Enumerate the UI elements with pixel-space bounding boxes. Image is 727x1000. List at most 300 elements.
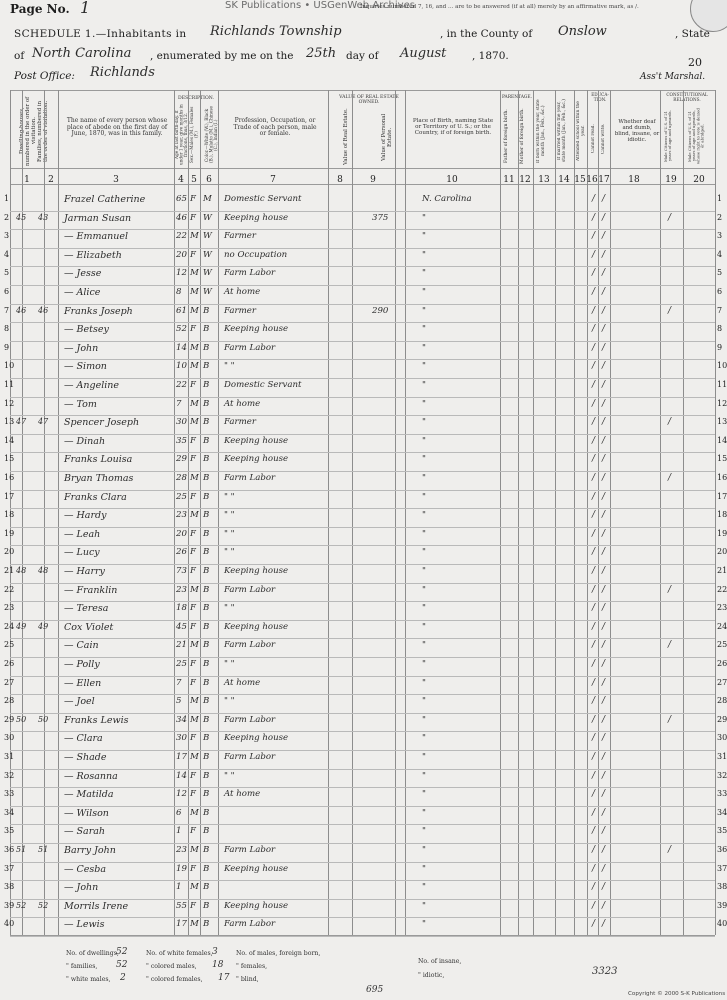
cannot-write-mark: / [602,900,606,911]
cannot-write-mark: / [602,212,606,223]
row-number-left: 21 [4,566,15,575]
row-number-left: 2 [4,212,10,222]
column-number: 2 [48,175,54,185]
occupation: Keeping house [224,900,289,911]
row-number-left: 5 [4,268,10,278]
cannot-write-mark: / [602,454,606,465]
row-number-left: 17 [4,491,15,501]
cannot-write-mark: / [602,882,606,893]
color: B [203,696,210,707]
cannot-write-mark: / [602,640,606,651]
column-number: 17 [598,175,610,185]
row-line [10,248,715,249]
color: B [203,491,210,502]
age: 5 [176,696,182,707]
of-label: of [14,50,25,62]
column-number: 11 [503,175,515,185]
row-number-left: 35 [4,826,15,836]
row-number-left: 10 [4,361,15,371]
person-name: — Clara [64,733,103,745]
row-number-left: 1 [4,194,10,203]
birthplace: N. Carolina [422,194,472,204]
family-number: 43 [38,212,49,222]
row-number-right: 11 [717,380,727,389]
enumerated-label: , enumerated by me on the [150,50,294,62]
cannot-read-mark: / [592,398,596,409]
sex: F [190,863,196,874]
column-number: 19 [665,175,677,185]
family-number: 47 [38,417,49,427]
person-name: Barry John [64,845,116,856]
row-number-left: 13 [4,417,15,427]
header-father-foreign: Father of foreign birth. [504,109,509,163]
cannot-read-mark: / [592,659,596,669]
column-number: 16 [586,175,598,185]
cannot-read-mark: / [592,417,596,428]
row-number-left: 32 [4,770,15,780]
color: B [203,435,210,446]
row-number-left: 18 [4,510,15,520]
cannot-read-mark: / [592,454,596,465]
footer-insane-label: No. of insane, [418,958,462,965]
cannot-read-mark: / [592,194,596,204]
cannot-read-mark: / [592,528,596,539]
occupation: " " [224,361,235,372]
footer-margin-tally: 3323 [592,966,618,977]
sex: M [190,473,199,483]
person-name: — Alice [64,287,101,298]
row-number-left: 24 [4,621,15,631]
sex: F [190,621,196,632]
header-cannot-write: Cannot write. [601,123,606,155]
sex: M [190,287,199,297]
row-number-right: 22 [717,584,727,594]
occupation: Farmer [224,305,256,316]
occupation: " " [224,659,235,669]
birthplace: " [422,361,426,372]
footer-white-males-label: " white males, [66,976,111,983]
occupation: Farm Labor [224,473,276,483]
row-line [10,434,715,435]
header-real-estate: Value of Real Estate. [343,108,349,166]
sheet-number: 20 [688,56,702,69]
row-number-left: 11 [4,380,15,389]
cannot-write-mark: / [602,547,606,558]
sex: M [190,882,199,893]
person-name: — Joel [64,696,95,708]
page-number-value: 1 [80,0,91,17]
sex: M [190,640,199,651]
citizen-mark: / [668,212,672,223]
citizen-mark: / [668,473,672,483]
row-number-right: 12 [717,398,727,408]
citizen-mark: / [668,714,672,725]
dwelling-number: 46 [16,305,27,315]
occupation: Keeping house [224,733,289,744]
row-number-right: 17 [717,491,727,501]
age: 28 [176,473,187,483]
cannot-read-mark: / [592,249,596,260]
age: 14 [176,770,187,781]
row-line [10,583,715,584]
color: B [203,733,210,744]
color: B [203,789,210,800]
family-number: 48 [38,566,49,575]
person-name: — Lewis [64,919,105,931]
row-line [10,564,715,565]
cannot-read-mark: / [592,361,596,372]
personal-estate-value: 375 [372,212,389,223]
color: B [203,380,210,390]
birthplace: " [422,770,426,781]
occupation: Farm Labor [224,640,276,651]
birthplace: " [422,398,426,409]
age: 12 [176,268,187,279]
cannot-write-mark: / [602,566,606,576]
sex: F [190,826,196,837]
column-number: 10 [446,175,458,185]
cannot-read-mark: / [592,491,596,502]
row-number-left: 33 [4,789,15,799]
birthplace: " [422,826,426,837]
color: B [203,826,210,837]
column-divider [188,90,189,935]
row-number-left: 30 [4,733,15,743]
birthplace: " [422,621,426,632]
row-number-right: 37 [717,863,727,873]
cannot-write-mark: / [602,417,606,428]
occupation: At home [224,398,261,409]
citizen-mark: / [668,584,672,595]
cannot-write-mark: / [602,287,606,297]
row-line [10,769,715,770]
post-office: Richlands [90,65,155,80]
age: 21 [176,640,187,651]
birthplace: " [422,212,426,223]
person-name: Jarman Susan [64,212,132,224]
row-line [10,304,715,305]
birthplace: " [422,677,426,688]
birthplace: " [422,268,426,279]
age: 30 [176,733,187,744]
birthplace: " [422,696,426,707]
birthplace: " [422,919,426,930]
person-name: — Ellen [64,677,102,689]
color: B [203,770,210,781]
person-name: — Tom [64,398,97,410]
row-line [10,806,715,807]
footer-total-personal: 695 [366,985,384,995]
cannot-write-mark: / [602,733,606,744]
age: 34 [176,714,187,725]
row-line [10,285,715,286]
color: B [203,454,210,465]
birthplace: " [422,584,426,595]
birthplace: " [422,231,426,242]
row-number-left: 27 [4,677,15,687]
birthplace: " [422,528,426,539]
sex: M [190,845,199,855]
family-number: 50 [38,714,49,724]
header-color: Color.—White (W.), Black (B.), Mulatto (M.), Chinese (C.), Indian (I.) [204,106,219,164]
sex: M [190,398,199,409]
row-number-left: 20 [4,547,15,557]
age: 55 [176,900,187,911]
row-number-right: 38 [717,882,727,892]
age: 22 [176,231,187,242]
header-birthplace: Place of Birth, naming State or Territory of U. S.; or the Country, if of foreign birth. [412,118,494,137]
cannot-read-mark: / [592,547,596,558]
column-divider [405,90,406,935]
dwelling-number: 48 [16,566,27,575]
age: 10 [176,361,187,372]
row-number-left: 39 [4,900,15,910]
birthplace: " [422,435,426,446]
row-number-right: 1 [717,194,723,203]
cannot-read-mark: / [592,882,596,893]
footer-colored-females-label: " colored females, [146,976,203,983]
county: Onslow [558,24,607,39]
occupation: " " [224,528,235,539]
color: B [203,510,210,521]
person-name: — Cesba [64,863,107,875]
footer-females-foreign-label: " females, [236,963,268,970]
row-number-right: 13 [717,417,727,427]
cannot-write-mark: / [602,752,606,762]
sex: M [190,417,199,428]
column-divider [533,90,534,935]
color: B [203,845,210,855]
cannot-write-mark: / [602,510,606,521]
person-name: — Dinah [64,435,106,447]
header-denied-vote: Male Citizens of U.S. of 21 years of age and upwards, whose right to vote is denied or abridged. [687,108,705,164]
footer-males-foreign-label: No. of males, foreign born, [236,950,321,957]
age: 12 [176,789,187,800]
color: B [203,566,210,576]
cannot-read-mark: / [592,342,596,353]
header-cannot-read: Cannot read. [591,124,596,154]
column-divider [58,90,59,935]
occupation: Keeping house [224,621,289,632]
color: B [203,900,210,911]
birthplace: " [422,380,426,390]
row-number-right: 29 [717,714,727,724]
birthplace: " [422,287,426,297]
color: W [203,249,212,260]
row-line [10,731,715,732]
row-number-left: 40 [4,919,15,929]
birthplace: " [422,807,426,818]
cannot-write-mark: / [602,528,606,539]
row-number-right: 33 [717,789,727,799]
row-line [10,824,715,825]
sex: M [190,268,199,279]
marshal-label: Ass't Marshal. [640,72,706,82]
column-number: 6 [206,175,212,185]
header-sex: Sex.—Males (M.), Females (F.) [189,106,199,164]
age: 1 [176,826,182,837]
birthplace: " [422,733,426,744]
sex: F [190,547,196,558]
row-line [10,527,715,528]
cannot-write-mark: / [602,435,606,446]
sex: M [190,807,199,818]
row-number-right: 27 [717,677,727,687]
family-number: 46 [38,305,49,315]
township: Richlands Township [210,24,342,39]
cannot-write-mark: / [602,398,606,409]
row-number-right: 15 [717,454,727,464]
person-name: — Sarah [64,826,106,838]
occupation: Keeping house [224,566,289,576]
cannot-write-mark: / [602,305,606,316]
birthplace: " [422,789,426,800]
cannot-write-mark: / [602,677,606,688]
occupation: " " [224,770,235,781]
cannot-write-mark: / [602,603,606,614]
row-line [10,936,715,937]
row-line [10,657,715,658]
person-name: Spencer Joseph [64,417,140,429]
age: 6 [176,807,182,818]
birthplace: " [422,547,426,558]
column-divider [174,90,175,935]
family-number: 52 [38,900,49,910]
sex: F [190,900,196,911]
row-number-left: 19 [4,528,15,538]
header-school: Attended school within the year. [576,101,586,161]
age: 20 [176,249,187,260]
person-name: — Hardy [64,510,107,522]
age: 23 [176,584,187,595]
color: B [203,714,210,725]
cannot-write-mark: / [602,826,606,837]
row-number-left: 23 [4,603,15,613]
age: 19 [176,863,187,874]
column-number: 4 [178,175,184,185]
header-name: The name of every person whose place of abode on the first day of June, 1870, was in this family. [66,117,168,138]
occupation: " " [224,696,235,707]
dwelling-number: 47 [16,417,27,427]
age: 8 [176,287,182,297]
row-number-right: 35 [717,826,727,836]
cannot-read-mark: / [592,733,596,744]
color: B [203,677,210,688]
post-office-label: Post Office: [14,70,75,82]
person-name: — Angeline [64,380,120,391]
color: B [203,807,210,818]
watermark: SK Publications • USGenWeb Archives [225,0,415,11]
header-occupation: Profession, Occupation, or Trade of each person, male or female. [233,117,317,138]
header-deaf-dumb: Whether deaf and dumb, blind, insane, or idiotic. [614,119,660,143]
column-number: 13 [538,175,550,185]
sex: M [190,231,199,242]
occupation: no Occupation [224,249,288,260]
sex: F [190,435,196,446]
occupation: " " [224,491,235,502]
sex: F [190,566,196,576]
age: 35 [176,435,187,446]
row-line [10,378,715,379]
header-constitutional: CONSTITUTIONAL RELATIONS. [666,92,708,102]
person-name: — Harry [64,566,105,577]
footer-white-females: 3 [212,947,218,957]
person-name: — Lucy [64,547,100,559]
row-line [10,229,715,230]
birthplace: " [422,845,426,855]
occupation: Keeping house [224,435,289,446]
age: 23 [176,510,187,521]
header-personal-estate: Value of Personal Estate. [381,113,393,161]
column-number: 12 [519,175,531,185]
occupation: Farm Labor [224,919,276,930]
person-name: — Shade [64,752,107,763]
cannot-read-mark: / [592,473,596,483]
column-divider [395,90,396,935]
copyright: Copyright © 2000 S-K Publications [628,991,726,997]
dwelling-number: 51 [16,845,27,854]
citizen-mark: / [668,417,672,428]
person-name: Franks Joseph [64,305,133,317]
birthplace: " [422,603,426,614]
row-number-left: 9 [4,342,10,352]
age: 22 [176,380,187,390]
top-note: Inquiries numbered 7, 16, and ... are to be answered (if at all) merely by an affirmative mark, as /. [360,4,639,10]
sex: M [190,510,199,521]
age: 18 [176,603,187,614]
row-line [10,471,715,472]
occupation: Keeping house [224,863,289,874]
footer-families-label: " families, [66,963,98,970]
person-name: — Polly [64,659,100,670]
schedule-label: SCHEDULE 1.—Inhabitants in [14,28,187,40]
column-divider [587,90,588,935]
column-number: 14 [558,175,570,185]
row-number-left: 38 [4,882,15,892]
age: 73 [176,566,187,576]
cannot-read-mark: / [592,287,596,297]
enumeration-day: 25th [306,46,337,61]
cannot-read-mark: / [592,305,596,316]
row-number-right: 6 [717,287,723,296]
color: B [203,547,210,558]
color: B [203,342,210,353]
sex: F [190,194,196,204]
sex: F [190,677,196,688]
header-married-within-year: If married within the year, state month (Jan., Feb., &c.) [557,99,567,163]
dwelling-number: 52 [16,900,27,910]
cannot-write-mark: / [602,845,606,855]
sex: F [190,603,196,614]
row-line [10,341,715,342]
cannot-read-mark: / [592,324,596,335]
person-name: Cox Violet [64,621,114,633]
row-line [10,490,715,491]
sex: F [190,454,196,465]
column-number: 3 [113,175,119,185]
row-line [10,862,715,863]
cannot-write-mark: / [602,231,606,242]
cannot-write-mark: / [602,770,606,781]
age: 17 [176,752,187,762]
row-number-left: 37 [4,863,15,873]
row-line [10,397,715,398]
age: 1 [176,882,182,893]
row-number-right: 24 [717,621,727,631]
dwelling-number: 50 [16,714,27,724]
footer-white-males: 2 [120,973,126,983]
color: B [203,659,210,669]
